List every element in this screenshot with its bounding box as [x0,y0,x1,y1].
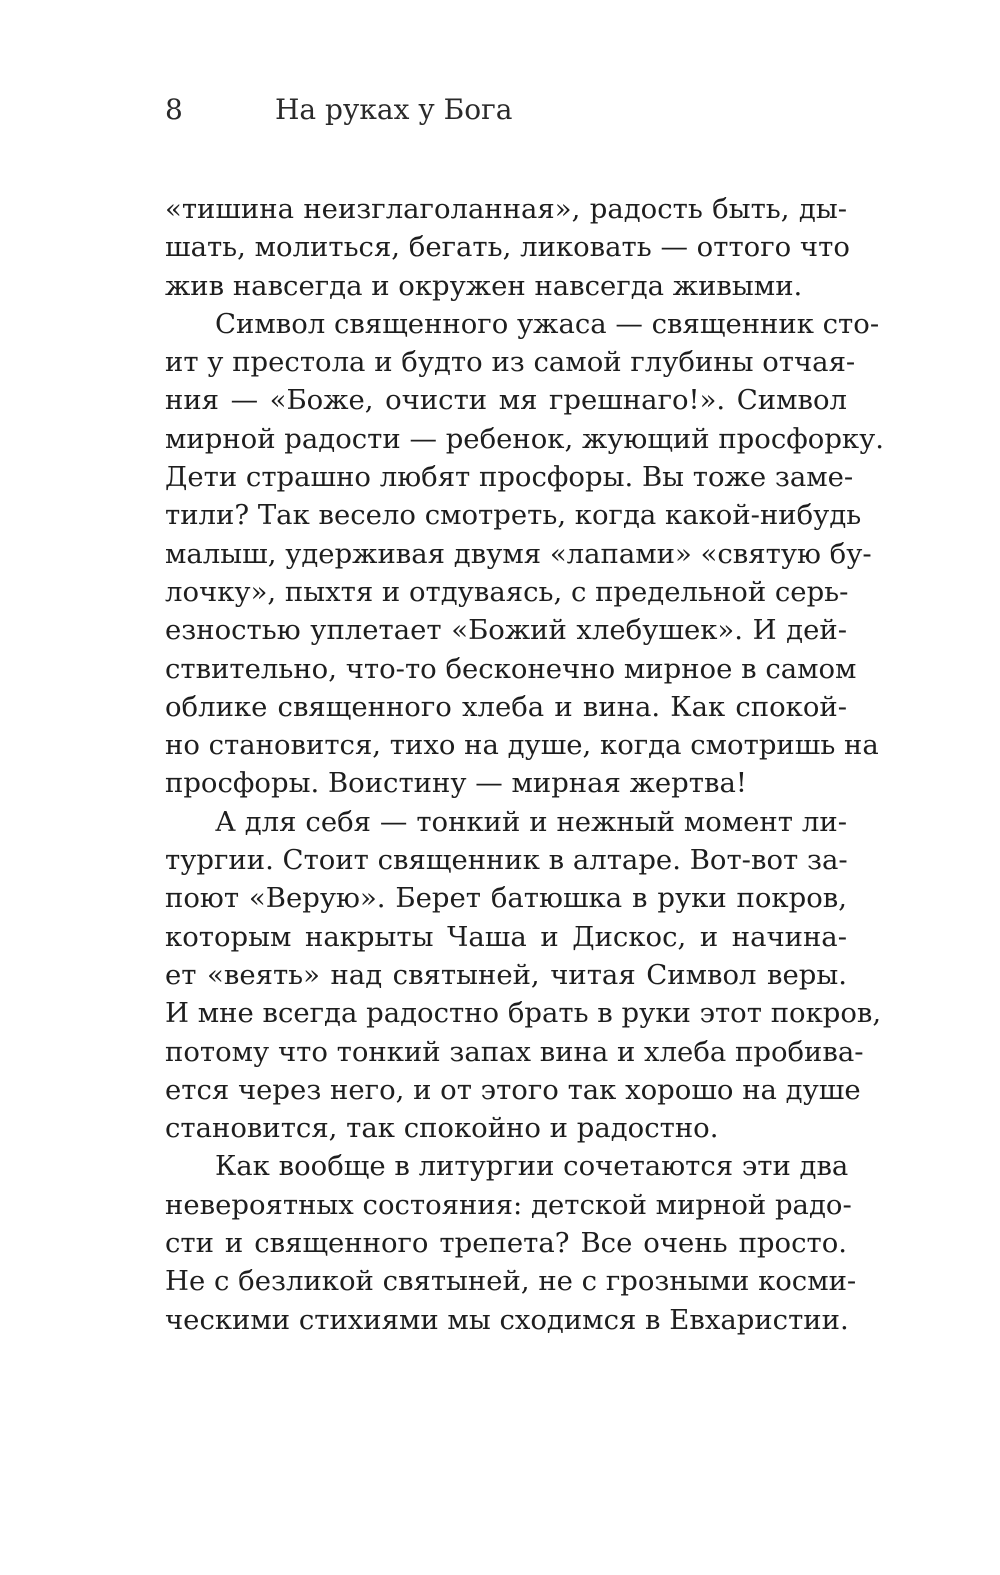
text-line: ческими стихиями мы сходимся в Евхаристии. [165,1303,849,1336]
text-line: А для себя — тонкий и нежный момент ли- [215,805,847,838]
running-head [165,90,512,130]
text-line: лочку», пыхтя и отдуваясь, с предельной серь- [165,575,849,608]
text-line: «тишина неизглаголанная», радость быть, ды- [165,193,847,225]
text-line: но становится, тихо на душе, когда смотришь на [165,729,879,762]
text-line: Как вообще в литургии сочетаются эти два [215,1150,849,1183]
text-line: Не с безликой святыней, не с грозными косми- [165,1265,857,1298]
text-line: невероятных состояния: детской мирной радо- [165,1188,852,1221]
text-line: ния — «Боже, очисти мя грешнаго!». Символ [165,384,847,417]
text-line: езностью уплетает «Божий хлебушек». И дей- [165,614,847,647]
text-line: сти и священного трепета? Все очень просто. [165,1227,847,1260]
text-line: Символ священного ужаса — священник сто- [215,307,880,340]
text-line: шать, молиться, бегать, ликовать — оттого что [165,231,850,264]
text-line: потому что тонкий запах вина и хлеба пробива- [165,1035,864,1068]
page-number: 8 [165,93,183,126]
text-line: становится, так спокойно и радостно. [165,1112,719,1145]
running-title: На руках у Бога [275,93,513,126]
text-line: тургии. Стоит священник в алтаре. Вот-вот за- [165,844,848,877]
text-line: облике священного хлеба и вина. Как спокой- [165,690,847,723]
text-line: малыш, удерживая двумя «лапами» «святую бу- [165,537,872,570]
text-line: ется через него, и от этого так хорошо на душе [165,1073,861,1106]
text-line: мирной радости — ребенок, жующий просфорку. [165,422,885,455]
text-line: поют «Верую». Берет батюшка в руки покров, [165,882,847,915]
text-line: И мне всегда радостно брать в руки этот покров, [165,997,882,1030]
text-line: ствительно, что-то бесконечно мирное в самом [165,652,857,685]
text-line: которым накрыты Чаша и Дискос, и начина- [165,920,847,953]
text-line: ет «веять» над святыней, читая Символ веры. [165,958,847,991]
text-line: Дети страшно любят просфоры. Вы тоже заме- [165,461,854,494]
text-line: жив навсегда и окружен навсегда живыми. [165,269,803,302]
body-text [165,190,885,1339]
text-line: ит у престола и будто из самой глубины отчая- [165,346,856,379]
text-line: тили? Так весело смотреть, когда какой-нибудь [165,499,862,532]
text-line: просфоры. Воистину — мирная жертва! [165,767,747,800]
